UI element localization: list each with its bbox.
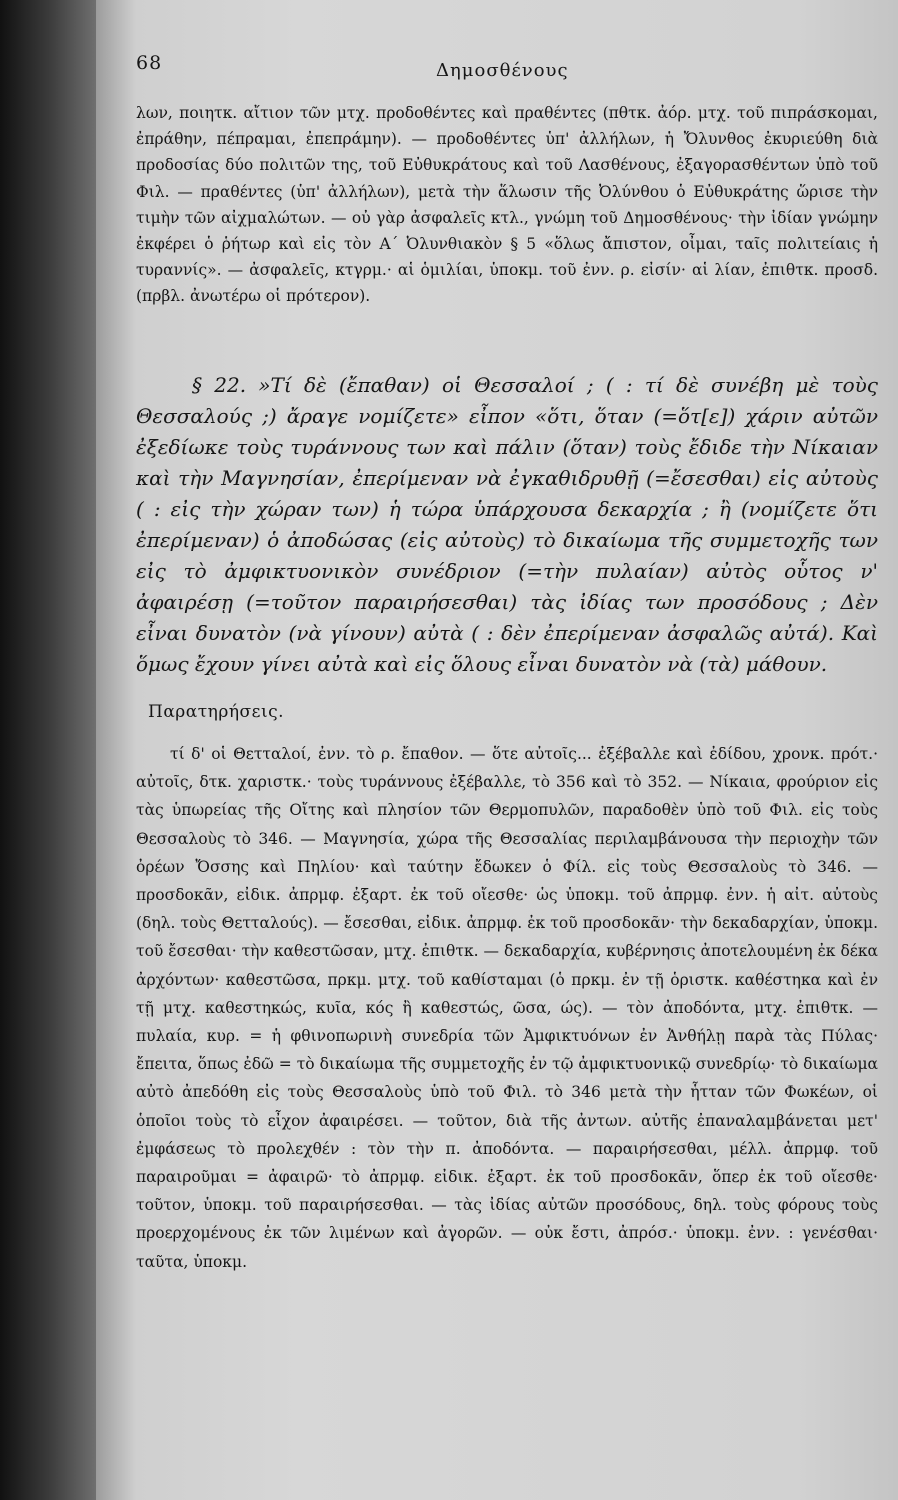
page-number: 68 [136,52,163,74]
running-title: Δημοσθένους [436,60,569,81]
commentary-bottom-text: τί δ' οἱ Θετταλοί, ἐνν. τὸ ρ. ἔπαθον. — ὅτε αὐτοῖς... ἐξέβαλλε καὶ ἐδίδου, χρονκ. πρότ.· αὐτοῖς, δτκ. χαριστκ.· τοὺς τυράννους ἐξέβαλλε, τὸ 356 καὶ τὸ 352. — Νίκαια, φρούριον εἰς τὰς ὑπωρείας τῆς Οἴτης καὶ πλησίον τῶν Θερμοπυλῶν, παραδοθὲν ὑπὸ τοῦ Φιλ. εἰς τοὺς Θεσσαλοὺς τὸ 346. — Μαγνησία, χώρα τῆς Θεσσαλίας περιλαμβάνουσα τὴν περιοχὴν τῶν ὀρέων Ὄσσης καὶ Πηλίου· καὶ ταύτην ἔδωκεν ὁ Φίλ. εἰς τοὺς Θεσσαλοὺς τὸ 346. — προσδοκᾶν, εἰδικ. ἀπρμφ. ἐξαρτ. ἐκ τοῦ οἴεσθε· ὡς ὑποκμ. τοῦ ἀπρμφ. ἐνν. ἡ αἰτ. αὐτοὺς (δηλ. τοὺς Θετταλούς). — ἔσεσθαι, εἰδικ. ἀπρμφ. ἐκ τοῦ προσδοκᾶν· τὴν δεκαδαρχίαν, ὑποκμ. τοῦ ἔσεσθαι· τὴν καθεστῶσαν, μτχ. ἐπιθτκ. — δεκαδαρχία, κυβέρνησις ἀποτελουμένη ἐκ δέκα ἀρχόντων· καθεστῶσα, πρκμ. μτχ. τοῦ καθίσταμαι (ὁ πρκμ. ἐν τῇ ὁριστκ. καθέστηκα καὶ ἐν τῇ μτχ. καθεστηκώς, κυῖα, κός ἢ καθεστώς, ῶσα, ώς). — τὸν ἀποδόντα, μτχ. ἐπιθτκ. — πυλαία, κυρ. = ἡ φθινοπωρινὴ συνεδρία τῶν Ἀμφικτυόνων ἐν Ἀνθήλῃ παρὰ τὰς Πύλας· ἔπειτα, ὅπως ἐδῶ = τὸ δικαίωμα τῆς συμμετοχῆς ἐν τῷ ἀμφικτυονικῷ συνεδρίῳ· τὸ δικαίωμα αὐτὸ ἀπεδόθη εἰς τοὺς Θεσσαλοὺς ὑπὸ τοῦ Φιλ. τὸ 346 μετὰ τὴν ἧτταν τῶν Φωκέων, οἱ ὁποῖοι τοὺς τὸ εἶχον ἀφαιρέσει. — τοῦτον, διὰ τῆς ἀντων. αὐτῆς ἐπαναλαμβάνεται μετ' ἐμφάσεως τὸ προλεχθέν : τὸν τὴν π. ἀποδόντα. — παραιρήσεσθαι, μέλλ. ἀπρμφ. τοῦ παραιροῦμαι = ἀφαιρῶ· τὸ ἀπρμφ. εἰδικ. ἐξαρτ. ἐκ τοῦ προσδοκᾶν, ὅπερ ἐκ τοῦ οἴεσθε· τοῦτον, ὑποκμ. τοῦ παραιρήσεσθαι. — τὰς ἰδίας αὐτῶν προσόδους, δηλ. τοὺς φόρους τοὺς προερχομένους ἐκ τῶν λιμένων καὶ ἀγορῶν. — οὐκ ἔστι, ἀπρόσ.· ὑποκμ. ἐνν. : γενέσθαι· ταῦτα, ὑποκμ. [136,745,878,1271]
book-page [96,0,898,1500]
commentary-top [136,100,878,310]
commentary-top-text: λων, ποιητκ. αἴτιον τῶν μτχ. προδοθέντες καὶ πραθέντες (πθτκ. ἀόρ. μτχ. τοῦ πιπράσκομαι, ἐπράθην, πέπραμαι, ἐπεπράμην). — προδοθέντες ὑπ' ἀλλήλων, ἡ Ὄλυνθος ἐκυριεύθη διὰ προδοσίας δύο πολιτῶν της, τοῦ Εὐθυκράτους καὶ τοῦ Λασθένους, ἐξαγορασθέντων ὑπὸ τοῦ Φιλ. — πραθέντες (ὑπ' ἀλλήλων), μετὰ τὴν ἅλωσιν τῆς Ὀλύνθου ὁ Εὐθυκράτης ὥρισε τὴν τιμὴν τῶν αἰχμαλώτων. — οὐ γὰρ ἀσφαλεῖς κτλ., γνώμη τοῦ Δημοσθένους· τὴν ἰδίαν γνώμην ἐκφέρει ὁ ῥήτωρ καὶ εἰς τὸν Α΄ Ὀλυνθιακὸν § 5 «ὅλως ἄπιστον, οἶμαι, ταῖς πολιτείαις ἡ τυραννίς». — ἀσφαλεῖς, κτγρμ.· αἱ ὁμιλίαι, ὑποκμ. τοῦ ἐνν. ρ. εἰσίν· αἱ λίαν, ἐπιθτκ. προσδ. (πρβλ. ἀνωτέρω οἱ πρότερον). [136,104,878,306]
observations-heading: Παρατηρήσεις. [148,702,285,722]
section-22-text: § 22. »Τί δὲ (ἔπαθαν) οἱ Θεσσαλοί ; ( : τί δὲ συνέβη μὲ τοὺς Θεσσαλούς ;) ἄραγε νομίζετε» εἶπον «ὅτι, ὅταν (=ὅτ[ε]) χάριν αὐτῶν ἐξεδίωκε τοὺς τυράννους των καὶ πάλιν (ὅταν) τοὺς ἔδιδε τὴν Νίκαιαν καὶ τὴν Μαγνησίαν, ἐπερίμεναν νὰ ἐγκαθιδρυθῇ (=ἔσεσθαι) εἰς αὐτοὺς ( : εἰς τὴν χώραν των) ἡ τώρα ὑπάρχουσα δεκαρχία ; ἢ (νομίζετε ὅτι ἐπερίμεναν) ὁ ἀποδώσας (εἰς αὐτοὺς) τὸ δικαίωμα τῆς συμμετοχῆς των εἰς τὸ ἀμφικτυονικὸν συνέδριον (=τὴν πυλαίαν) αὐτὸς οὗτος ν' ἀφαιρέσῃ (=τοῦτον παραιρήσεσθαι) τὰς ἰδίας των προσόδους ; Δὲν εἶναι δυνατὸν (νὰ γίνουν) αὐτὰ ( : δὲν ἐπερίμεναν ἀσφαλῶς αὐτά). Καὶ ὅμως ἔχουν γίνει αὐτὰ καὶ εἰς ὅλους εἶναι δυνατὸν νὰ (τὰ) μάθουν. [136,373,878,676]
commentary-bottom [136,740,878,1276]
page-header [136,52,876,86]
section-22-translation [136,370,878,680]
